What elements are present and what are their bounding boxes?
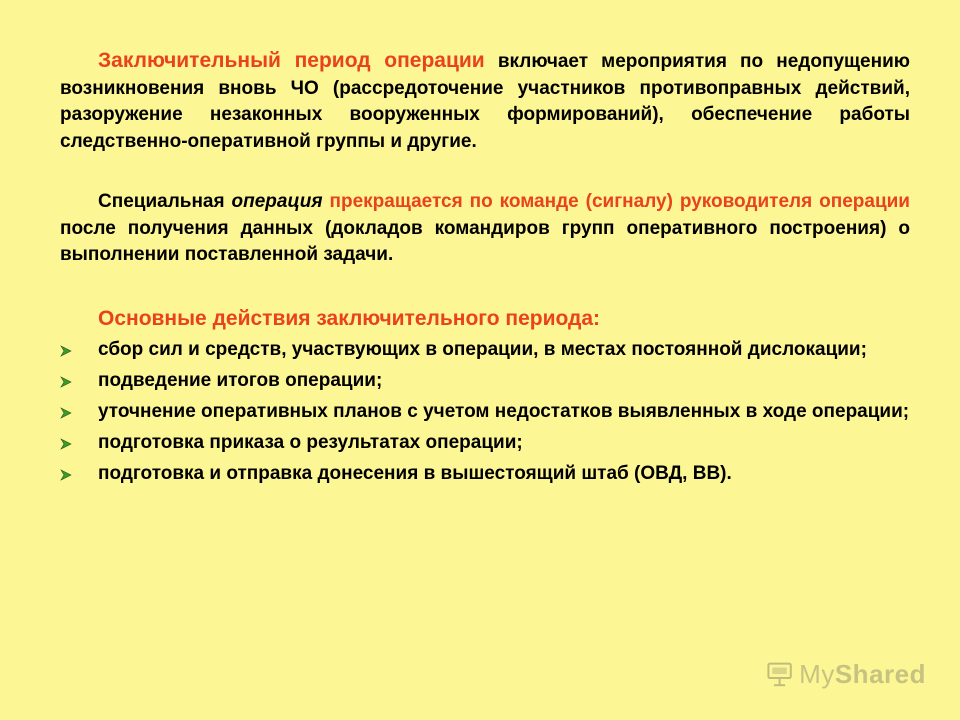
main-actions-heading: Основные действия заключительного периода: xyxy=(98,306,601,330)
paragraph-operation-end xyxy=(60,189,910,269)
list-item xyxy=(60,461,910,487)
operation-end-text-3: прекращается по команде (сигналу) руководителя операции xyxy=(322,191,910,212)
list-item-text: сбор сил и средств, участвующих в операции, в местах постоянной дислокации; xyxy=(98,338,867,360)
final-period-term: Заключительный период операции xyxy=(98,49,485,72)
presentation-board-icon xyxy=(766,657,793,691)
watermark-text xyxy=(799,659,926,690)
list-item-text: подведение итогов операции; xyxy=(98,369,383,391)
operation-end-text-2: операция xyxy=(231,191,323,212)
watermark-text-shared: Shared xyxy=(834,658,926,689)
operation-end-text-1: Специальная xyxy=(98,191,232,212)
watermark-text-my: My xyxy=(799,658,835,689)
green-arrow-bullet-icon xyxy=(60,438,72,450)
main-actions-list xyxy=(60,337,910,487)
list-item xyxy=(60,399,910,425)
list-item xyxy=(60,368,910,394)
list-item-text: уточнение оперативных планов с учетом недостатков выявленных в ходе операции; xyxy=(98,400,910,422)
list-item xyxy=(60,337,910,363)
green-arrow-bullet-icon xyxy=(60,469,72,481)
green-arrow-bullet-icon xyxy=(60,376,72,388)
myshared-watermark xyxy=(766,654,926,694)
slide-content xyxy=(60,48,910,492)
final-period-description: включает мероприятия по недопущению возникновения вновь ЧО (рассредоточение участников противоправных действий, разоружение незаконных вооруженных формирований), обеспечение работы следственно-оперативной группы и другие. xyxy=(60,51,910,152)
list-item-text: подготовка и отправка донесения в вышестоящий штаб (ОВД, ВВ). xyxy=(98,462,732,484)
list-item xyxy=(60,430,910,456)
operation-end-text-4: после получения данных (докладов командиров групп оперативного построения) о выполнении поставленной задачи. xyxy=(60,217,910,265)
list-item-text: подготовка приказа о результатах операции; xyxy=(98,431,523,453)
green-arrow-bullet-icon xyxy=(60,407,72,419)
green-arrow-bullet-icon xyxy=(60,345,72,357)
paragraph-final-period xyxy=(60,48,910,155)
